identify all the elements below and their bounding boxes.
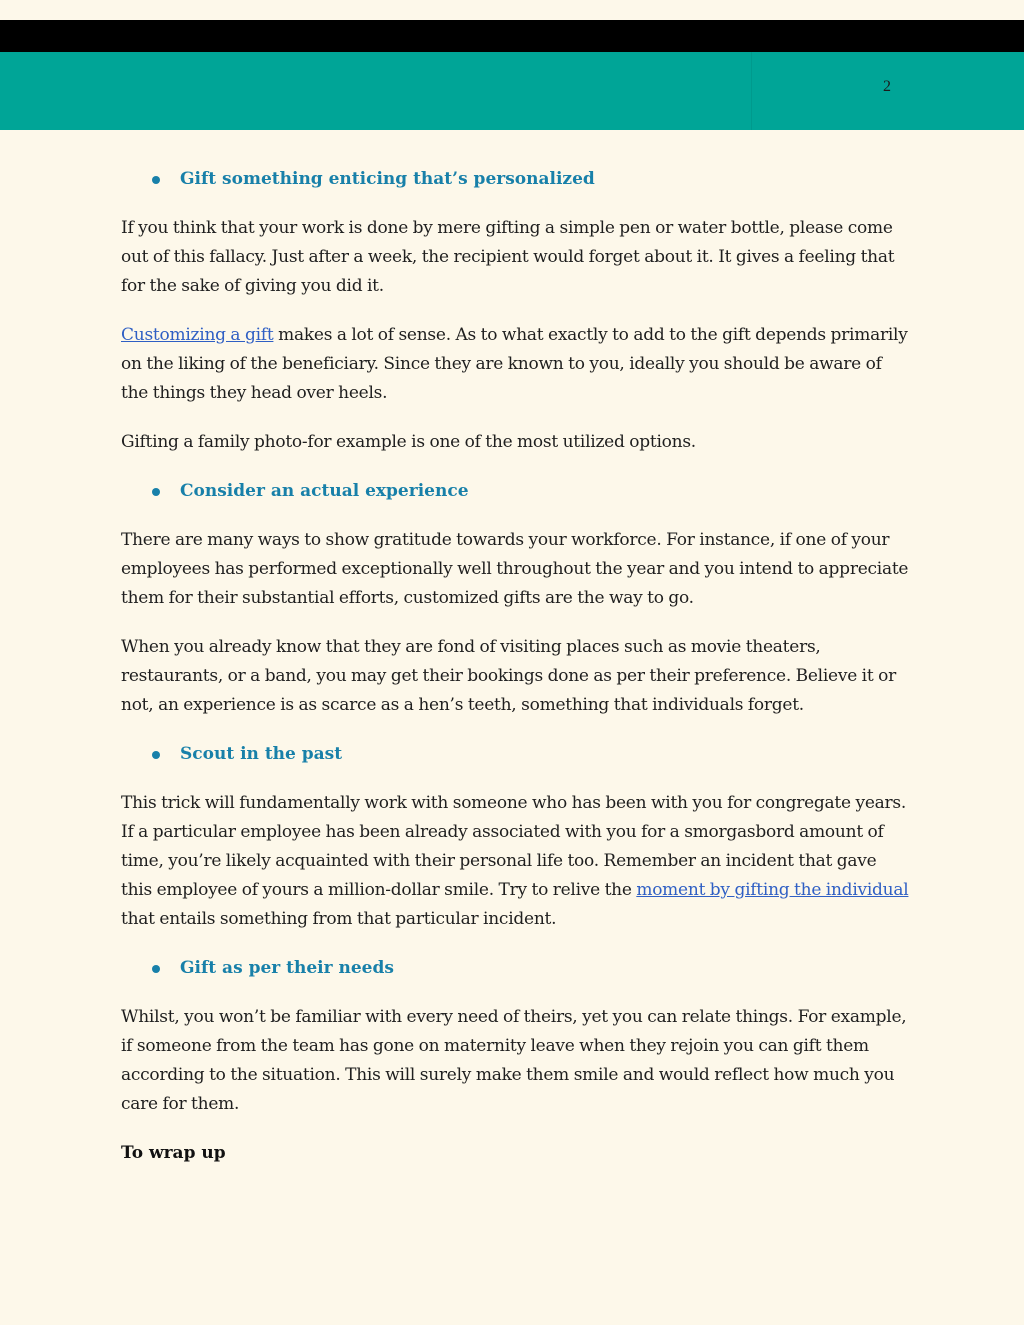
paragraph-text: This trick will fundamentally work with someone who has been with you for congregate years. If a particular employee has been already associated with you for a smorgasbord amount of time, you’re likely acquainted with their personal life too. Remember an incident that gave this employee of yours a million-dollar smile. Try to relive the: [121, 793, 907, 900]
section-heading: [121, 954, 911, 983]
page-number: 2: [883, 78, 891, 95]
body-paragraph: [121, 214, 911, 301]
body-paragraph: [121, 633, 911, 720]
paragraph-text: that entails something from that particular incident.: [121, 909, 557, 929]
document-body: [121, 163, 911, 1168]
paragraph-text: makes a lot of sense. As to what exactly to add to the gift depends primarily on the liking of the beneficiary. Since they are known to you, ideally you should be aware of the things they head over heels.: [121, 325, 908, 403]
section-heading-label: Gift something enticing that’s personalized: [180, 169, 595, 189]
inline-link[interactable]: Customizing a gift: [121, 325, 274, 345]
paragraph-text: If you think that your work is done by mere gifting a simple pen or water bottle, please come out of this fallacy. Just after a week, the recipient would forget about it. It gives a feeling that for the sake of giving you did it.: [121, 218, 895, 296]
section-heading: [121, 740, 911, 769]
section-heading-label: Consider an actual experience: [180, 481, 469, 501]
closing-heading: To wrap up: [121, 1143, 226, 1163]
body-paragraph: [121, 1003, 911, 1119]
body-paragraph: [121, 428, 911, 457]
body-paragraph: [121, 526, 911, 613]
bullet-dot-icon: [152, 965, 160, 973]
paragraph-text: There are many ways to show gratitude towards your workforce. For instance, if one of your employees has performed exceptionally well throughout the year and you intend to appreciate them for their substantial efforts, customized gifts are the way to go.: [121, 530, 909, 608]
bullet-dot-icon: [152, 488, 160, 496]
section-heading-label: Scout in the past: [180, 744, 343, 764]
section-heading-label: Gift as per their needs: [180, 958, 394, 978]
paragraph-text: When you already know that they are fond of visiting places such as movie theaters, restaurants, or a band, you may get their bookings done as per their preference. Believe it or not, an experience is as scarce as a hen’s teeth, something that individuals forget.: [121, 637, 896, 715]
body-paragraph: [121, 789, 911, 934]
paragraph-text: Whilst, you won’t be familiar with every need of theirs, yet you can relate things. For example, if someone from the team has gone on maternity leave when they rejoin you can gift them according to the situation. This will surely make them smile and would reflect how much you care for them.: [121, 1007, 907, 1114]
body-paragraph: [121, 321, 911, 408]
header-band-divider: [751, 52, 752, 130]
inline-link[interactable]: moment by gifting the individual: [636, 880, 909, 900]
bullet-dot-icon: [152, 176, 160, 184]
sections-container: [121, 165, 911, 1119]
paragraph-text: Gifting a family photo-for example is one of the most utilized options.: [121, 432, 696, 452]
bullet-dot-icon: [152, 751, 160, 759]
header-band: [0, 52, 1024, 130]
section-heading: [121, 165, 911, 194]
section-heading: [121, 477, 911, 506]
top-black-bar: [0, 20, 1024, 52]
